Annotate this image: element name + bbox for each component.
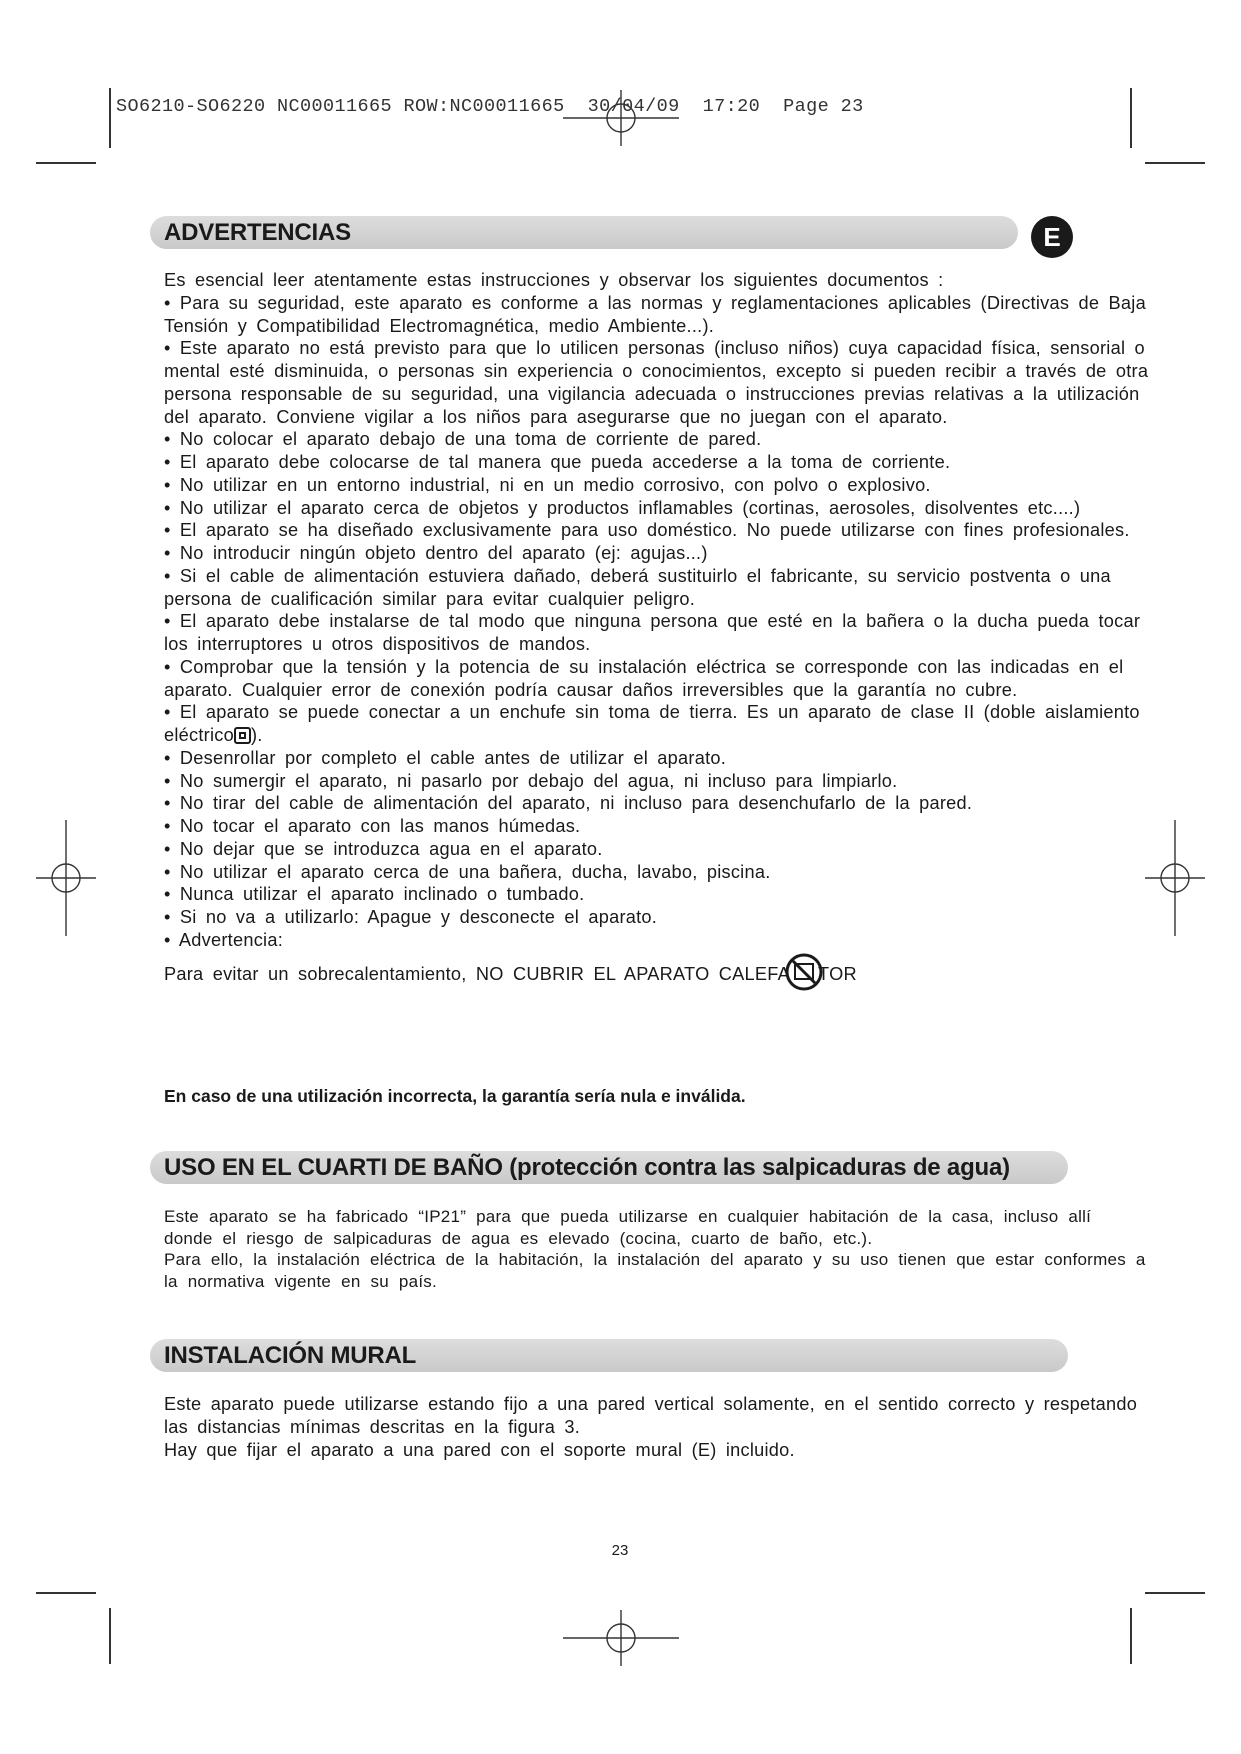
list-item: • Advertencia: [164, 929, 284, 950]
bano-body [164, 1206, 1149, 1292]
overheat-text-end: TOR [818, 963, 857, 984]
section-title-bano: USO EN EL CUARTI DE BAÑO (protección contra las salpicaduras de agua) [164, 1153, 1010, 1181]
list-item: • Desenrollar por completo el cable antes de utilizar el aparato. [164, 747, 727, 768]
trim-mark-top-left-h [36, 162, 96, 164]
print-header: SO6210-SO6220 NC00011665 ROW:NC00011665 30/04/09 17:20 Page 23 [116, 96, 864, 117]
registration-mark-bottom-icon [563, 1610, 679, 1666]
list-item: • Comprobar que la tensión y la potencia de su instalación eléctrica se corresponde con las indicadas en el aparato. Cualquier error de conexión podría causar daños irreversibles que la garantía no cubre. [164, 656, 1124, 700]
class-ii-text-end: ). [250, 725, 263, 745]
warranty-warning: En caso de una utilización incorrecta, la garantía sería nula e inválida. [164, 1086, 746, 1106]
trim-mark-bottom-right-v [1130, 1608, 1132, 1664]
list-item: • El aparato debe colocarse de tal manera que pueda accederse a la toma de corriente. [164, 452, 951, 472]
advertencias-intro: Es esencial leer atentamente estas instrucciones y observar los siguientes documentos : [164, 270, 944, 290]
double-insulation-icon [234, 727, 251, 744]
trim-mark-bottom-left-h [36, 1592, 96, 1594]
paragraph: Este aparato puede utilizarse estando fijo a una pared vertical solamente, en el sentido correcto y respetando las distancias mínimas descritas en la figura 3. [164, 1394, 1138, 1437]
list-item: • El aparato debe instalarse de tal modo que ninguna persona que esté en la bañera o la ducha pueda tocar los interruptores u otros dispositivos de mandos. [164, 611, 1141, 654]
trim-mark-top-right-h [1145, 162, 1205, 164]
registration-mark-right-icon [1145, 820, 1205, 936]
list-item: • No tocar el aparato con las manos húmedas. [164, 816, 581, 836]
list-item: • Si no va a utilizarlo: Apague y desconecte el aparato. [164, 907, 658, 927]
section-banner-mural [150, 1339, 1068, 1372]
section-title-mural: INSTALACIÓN MURAL [164, 1341, 417, 1369]
list-item-class-ii [164, 701, 1149, 747]
list-item: • No sumergir el aparato, ni pasarlo por debajo del agua, ni incluso para limpiarlo. [164, 770, 898, 791]
class-ii-text: • El aparato se puede conectar a un enchufe sin toma de tierra. Es un aparato de clase II (doble aislamiento eléctrico [164, 702, 1140, 745]
paragraph: Este aparato se ha fabricado “IP21” para que pueda utilizarse en cualquier habitación de la casa, incluso allí donde el riesgo de salpicaduras de agua es elevado (cocina, cuarto de baño, etc.). [164, 1207, 1092, 1248]
registration-mark-top-icon [563, 90, 679, 146]
advertencias-body [164, 269, 1149, 997]
list-item: • No utilizar en un entorno industrial, ni en un medio corrosivo, con polvo o explosivo. [164, 474, 931, 495]
list-item: • No tirar del cable de alimentación del aparato, ni incluso para desenchufarlo de la pared. [164, 793, 973, 814]
list-item: • Si el cable de alimentación estuviera dañado, deberá sustituirlo el fabricante, su servicio postventa o una persona de cualificación similar para evitar cualquier peligro. [164, 565, 1111, 609]
mural-body [164, 1393, 1149, 1461]
trim-mark-bottom-right-h [1145, 1592, 1205, 1594]
list-item: • No introducir ningún objeto dentro del aparato (ej: agujas...) [164, 543, 708, 563]
list-item: • Nunca utilizar el aparato inclinado o tumbado. [164, 884, 585, 905]
list-item: • No utilizar el aparato cerca de una bañera, ducha, lavabo, piscina. [164, 861, 771, 882]
list-item: • El aparato se ha diseñado exclusivamente para uso doméstico. No puede utilizarse con fines profesionales. [164, 520, 1130, 541]
list-item: • No colocar el aparato debajo de una toma de corriente de pared. [164, 429, 762, 450]
section-banner-advertencias [150, 216, 1018, 249]
trim-mark-top-left-v [109, 88, 111, 148]
list-item: • No dejar que se introduzca agua en el aparato. [164, 838, 603, 859]
registration-mark-left-icon [36, 820, 96, 936]
paragraph: Hay que fijar el aparato a una pared con el soporte mural (E) incluido. [164, 1439, 795, 1460]
trim-mark-top-right-v [1130, 88, 1132, 148]
section-title-advertencias: ADVERTENCIAS [164, 218, 351, 246]
list-item: • No utilizar el aparato cerca de objetos y productos inflamables (cortinas, aerosoles, disolventes etc....) [164, 497, 1081, 518]
trim-mark-bottom-left-v [109, 1608, 111, 1664]
section-banner-bano [150, 1151, 1068, 1184]
language-badge: E [1031, 216, 1073, 258]
overheat-text: Para evitar un sobrecalentamiento, NO CUBRIR EL APARATO CALEFA [164, 963, 791, 984]
list-item: • Este aparato no está previsto para que lo utilicen personas (incluso niños) cuya capacidad física, sensorial o mental esté disminuida, o personas sin experiencia o conocimientos, excepto si pueden recibir a través de otra persona responsable de su seguridad, una vigilancia adecuada o instrucciones previas relativas a la utilización del aparato. Conviene vigilar a los niños para asegurarse que no juegan con el aparato. [164, 338, 1149, 427]
overheat-warning [164, 952, 1149, 998]
page-number: 23 [611, 1542, 629, 1559]
list-item: • Para su seguridad, este aparato es conforme a las normas y reglamentaciones aplicables (Directivas de Baja Tensión y Compatibilidad Electromagnética, medio Ambiente...). [164, 292, 1146, 336]
paragraph: Para ello, la instalación eléctrica de la habitación, la instalación del aparato y su uso tienen que estar conformes a la normativa vigente en su país. [164, 1250, 1146, 1291]
